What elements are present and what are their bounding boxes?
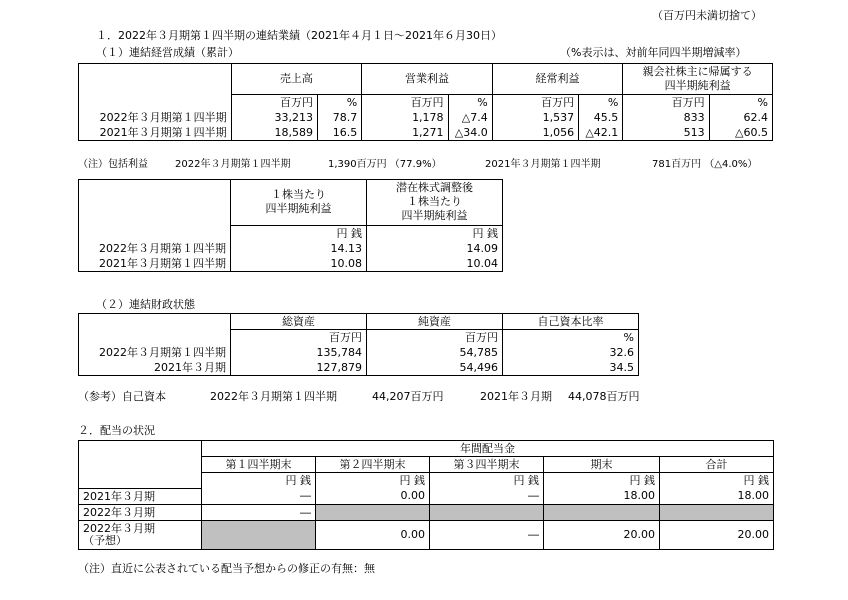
- unit-cell: 百万円: [362, 95, 448, 111]
- table-row: [79, 110, 773, 125]
- value-cell: 18.00: [544, 488, 660, 504]
- value-cell: ―: [202, 504, 316, 520]
- header-blank: [79, 314, 231, 330]
- section1-subtitle: （１）連結経営成績（累計）: [96, 46, 239, 59]
- value-cell: 62.4: [709, 110, 772, 125]
- table-row: [79, 520, 774, 549]
- unit-cell: %: [448, 95, 492, 111]
- header-ordinary-income: 経常利益: [492, 64, 623, 95]
- shaded-cell: [544, 504, 660, 520]
- value-cell: 1,056: [492, 125, 578, 141]
- row-label: 2022年３月期: [79, 504, 202, 520]
- table-row: [79, 360, 639, 376]
- section1-title: １．2022年３月期第１四半期の連結業績（2021年４月１日～2021年６月30日）: [96, 29, 502, 42]
- table-row: [79, 345, 639, 360]
- unit-cell: 円 銭: [367, 225, 503, 241]
- header-blank: [79, 441, 202, 457]
- table-row: [79, 256, 503, 272]
- comprehensive-income-cur-value: 1,390百万円 （77.9%）: [328, 159, 442, 170]
- header-diluted-eps-line3: 四半期純利益: [401, 209, 468, 223]
- value-cell: 135,784: [231, 345, 367, 360]
- unit-cell: 円 銭: [430, 473, 544, 489]
- value-cell: 0.00: [316, 520, 430, 549]
- value-cell: 14.09: [367, 241, 503, 256]
- value-cell: 32.6: [503, 345, 639, 360]
- value-cell: 833: [623, 110, 709, 125]
- value-cell: 10.04: [367, 256, 503, 272]
- value-cell: 18,589: [231, 125, 317, 141]
- shaded-cell: [430, 504, 544, 520]
- dividends-title: ２．配当の状況: [78, 424, 155, 437]
- header-eps-line2: 四半期純利益: [265, 202, 332, 216]
- value-cell: △34.0: [448, 125, 492, 141]
- header-diluted-eps-line1: 潜在株式調整後: [396, 181, 473, 195]
- header-sales: 売上高: [231, 64, 362, 95]
- unit-cell: 円 銭: [316, 473, 430, 489]
- unit-cell: 百万円: [367, 330, 503, 346]
- reference-equity-label: （参考）自己資本: [78, 390, 166, 403]
- value-cell: △7.4: [448, 110, 492, 125]
- value-cell: 20.00: [544, 520, 660, 549]
- header-net-assets: 純資産: [367, 314, 503, 330]
- value-cell: 1,178: [362, 110, 448, 125]
- row-label: 2022年３月期第１四半期: [79, 110, 232, 125]
- section2-title: （２）連結財政状態: [96, 298, 195, 311]
- unit-cell: %: [503, 330, 639, 346]
- financial-position-table: [78, 313, 639, 376]
- value-cell: 513: [623, 125, 709, 141]
- unit-blank: [79, 473, 202, 489]
- value-cell: 1,537: [492, 110, 578, 125]
- reference-equity-prev-value: 44,078百万円: [568, 390, 640, 403]
- shaded-cell: [202, 520, 316, 549]
- unit-cell: %: [709, 95, 772, 111]
- value-cell: 1,271: [362, 125, 448, 141]
- value-cell: ―: [430, 520, 544, 549]
- value-cell: 10.08: [231, 256, 367, 272]
- header-equity-ratio: 自己資本比率: [503, 314, 639, 330]
- value-cell: 20.00: [660, 520, 774, 549]
- unit-cell: 円 銭: [202, 473, 316, 489]
- value-cell: △42.1: [579, 125, 623, 141]
- dividends-table: [78, 440, 774, 550]
- header-blank: [79, 180, 231, 226]
- header-net-income: [623, 64, 773, 95]
- header-net-income-line1: 親会社株主に帰属する: [642, 65, 753, 78]
- header-eps-line1: １株当たり: [271, 188, 326, 202]
- comprehensive-income-prev-value: 781百万円 （△4.0%）: [652, 159, 758, 170]
- comprehensive-income-prev-period: 2021年３月期第１四半期: [485, 159, 601, 170]
- value-cell: 54,785: [367, 345, 503, 360]
- header-net-income-line2: 四半期純利益: [664, 79, 731, 92]
- unit-cell: 円 銭: [544, 473, 660, 489]
- value-cell: 33,213: [231, 110, 317, 125]
- unit-blank: [79, 95, 232, 111]
- reference-equity-cur-value: 44,207百万円: [372, 390, 444, 403]
- comprehensive-income-cur-period: 2022年３月期第１四半期: [175, 159, 291, 170]
- row-label: 2021年３月期: [79, 488, 202, 504]
- header-blank: [79, 64, 232, 95]
- table-row: [79, 241, 503, 256]
- header-q3-end: 第３四半期末: [430, 457, 544, 473]
- row-label-line2: （予想）: [83, 533, 127, 547]
- row-label: 2022年３月期第１四半期: [79, 241, 231, 256]
- row-label: [79, 520, 202, 549]
- comprehensive-income-label: （注）包括利益: [78, 159, 148, 170]
- value-cell: ―: [430, 488, 544, 504]
- header-year-end: 期末: [544, 457, 660, 473]
- header-total-assets: 総資産: [231, 314, 367, 330]
- row-label: 2021年３月期第１四半期: [79, 256, 231, 272]
- header-diluted-eps: [367, 180, 503, 226]
- value-cell: 16.5: [318, 125, 362, 141]
- value-cell: 0.00: [316, 488, 430, 504]
- row-label: 2022年３月期第１四半期: [79, 345, 231, 360]
- header-total: 合計: [660, 457, 774, 473]
- dividend-revision-note: （注）直近に公表されている配当予想からの修正の有無：無: [78, 562, 375, 575]
- table-row: [79, 488, 774, 504]
- row-label: 2021年３月期第１四半期: [79, 125, 232, 141]
- value-cell: 34.5: [503, 360, 639, 376]
- value-cell: △60.5: [709, 125, 772, 141]
- value-cell: 78.7: [318, 110, 362, 125]
- unit-blank: [79, 330, 231, 346]
- value-cell: 54,496: [367, 360, 503, 376]
- unit-cell: 円 銭: [231, 225, 367, 241]
- unit-cell: 百万円: [492, 95, 578, 111]
- unit-blank: [79, 225, 231, 241]
- value-cell: 45.5: [579, 110, 623, 125]
- percent-note: （%表示は、対前年同四半期増減率）: [560, 46, 747, 59]
- reference-equity-prev-period: 2021年３月期: [480, 390, 552, 403]
- unit-cell: 百万円: [231, 330, 367, 346]
- unit-note: （百万円未満切捨て）: [652, 9, 762, 22]
- value-cell: 14.13: [231, 241, 367, 256]
- unit-cell: 百万円: [623, 95, 709, 111]
- header-annual-dividend: 年間配当金: [202, 441, 774, 457]
- shaded-cell: [316, 504, 430, 520]
- row-label-line1: 2022年３月期: [83, 521, 155, 535]
- header-q1-end: 第１四半期末: [202, 457, 316, 473]
- shaded-cell: [660, 504, 774, 520]
- unit-cell: %: [318, 95, 362, 111]
- value-cell: ―: [202, 488, 316, 504]
- value-cell: 18.00: [660, 488, 774, 504]
- header-operating-income: 営業利益: [362, 64, 493, 95]
- row-label: 2021年３月期: [79, 360, 231, 376]
- operating-results-table: [78, 63, 773, 141]
- unit-cell: %: [579, 95, 623, 111]
- header-diluted-eps-line2: １株当たり: [407, 195, 462, 209]
- table-row: [79, 504, 774, 520]
- value-cell: 127,879: [231, 360, 367, 376]
- reference-equity-cur-period: 2022年３月期第１四半期: [210, 390, 337, 403]
- unit-cell: 百万円: [231, 95, 317, 111]
- table-row: [79, 125, 773, 141]
- header-blank: [79, 457, 202, 473]
- header-eps: [231, 180, 367, 226]
- header-q2-end: 第２四半期末: [316, 457, 430, 473]
- unit-cell: 円 銭: [660, 473, 774, 489]
- eps-table: [78, 179, 503, 272]
